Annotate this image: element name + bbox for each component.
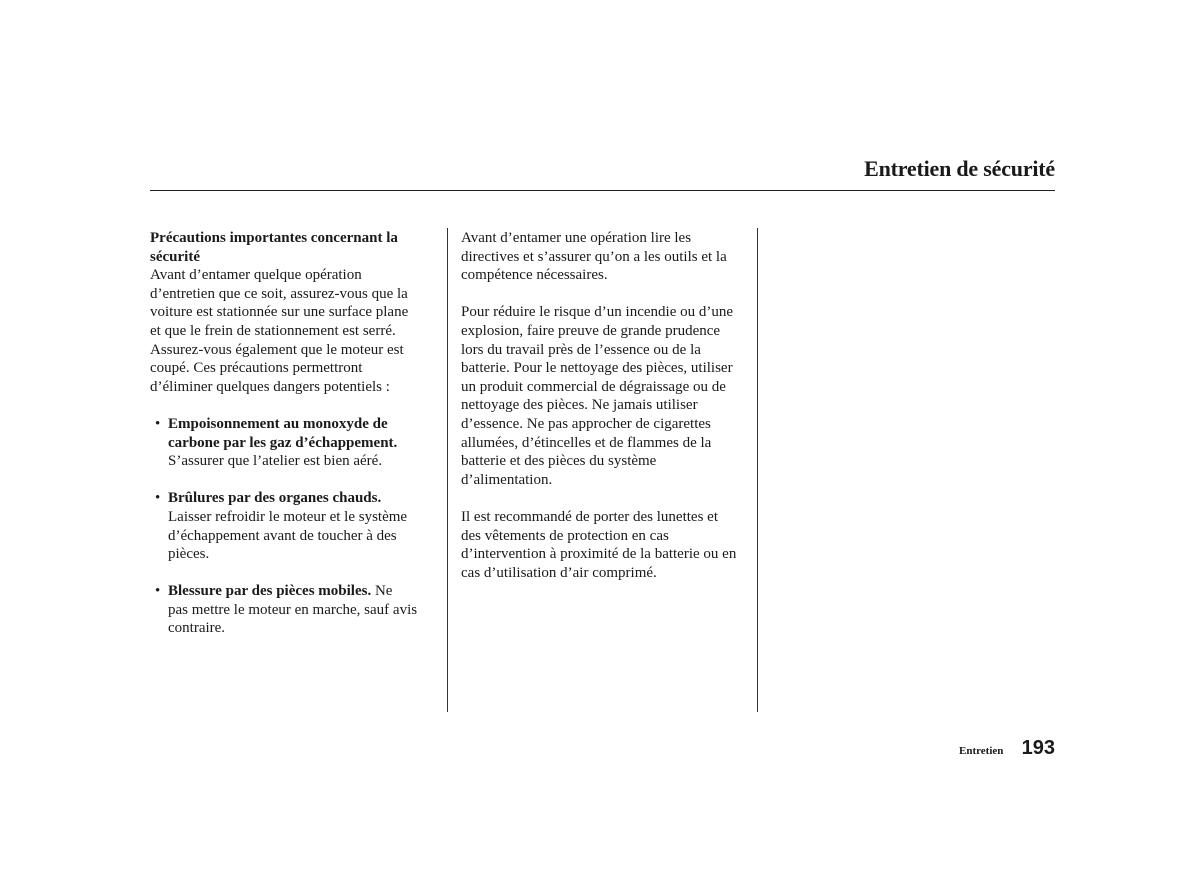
text-line: compétence nécessaires. <box>461 267 608 284</box>
text-line: Il est recommandé de porter des lunettes et <box>461 508 718 525</box>
text-line: des vêtements de protection en cas <box>461 527 669 544</box>
section-heading <box>150 229 435 266</box>
section-heading-line-1: Précautions importantes concernant la <box>150 230 398 246</box>
text-line: Pour réduire le risque d’un incendie ou d’une <box>461 304 733 321</box>
middle-column <box>461 229 751 582</box>
bullet-title-rest: Ne <box>371 583 393 600</box>
bullet-item-burns <box>150 489 435 563</box>
text-line: batterie. Pour le nettoyage des pièces, utiliser <box>461 360 733 377</box>
paragraph-fire-risk <box>461 303 751 489</box>
bullet-item-carbon-monoxide <box>150 415 435 471</box>
text-line: explosion, faire preuve de grande prudence <box>461 322 721 339</box>
bullet-text-line: Laisser refroidir le moteur et le système <box>168 508 408 525</box>
text-line: allumées, d’étincelles et de flammes de la <box>461 434 712 451</box>
text-line: directives et s’assurer qu’on a les outils et la <box>461 248 727 265</box>
intro-line: Assurez-vous également que le moteur est <box>150 341 404 358</box>
text-line: batterie et des pièces du système <box>461 453 657 470</box>
text-line: cas d’utilisation d’air comprimé. <box>461 564 657 581</box>
paragraph-preparation <box>461 229 751 285</box>
left-column <box>150 229 435 638</box>
bullet-title-line: Blessure par des pièces mobiles. <box>168 583 372 600</box>
bullet-dot: • <box>155 415 161 432</box>
intro-line: d’entretien que ce soit, assurez-vous que la <box>150 285 408 302</box>
intro-line: coupé. Ces précautions permettront <box>150 360 363 377</box>
column-divider <box>447 228 448 712</box>
bullet-title-line: Brûlures par des organes chauds. <box>168 490 382 507</box>
paragraph-protection <box>461 508 751 582</box>
page-title: Entretien de sécurité <box>864 156 1055 181</box>
bullet-text-line: contraire. <box>168 620 226 637</box>
text-line: d’essence. Ne pas approcher de cigarettes <box>461 415 711 432</box>
bullet-text-line: d’échappement avant de toucher à des <box>168 527 397 544</box>
text-line: Avant d’entamer une opération lire les <box>461 230 692 246</box>
intro-line: et que le frein de stationnement est serré. <box>150 322 396 339</box>
bullet-text-line: pas mettre le moteur en marche, sauf avis <box>168 601 418 618</box>
text-line: lors du travail près de l’essence ou de la <box>461 341 701 358</box>
page-number: 193 <box>1021 737 1055 759</box>
bullet-text-line: S’assurer que l’atelier est bien aéré. <box>168 453 383 470</box>
bullet-title-line: carbone par les gaz d’échappement. <box>168 434 398 451</box>
bullet-dot: • <box>155 490 161 507</box>
bullet-title-line: Empoisonnement au monoxyde de <box>168 415 388 432</box>
intro-line: voiture est stationnée sur une surface plane <box>150 304 409 321</box>
footer-section-name: Entretien <box>959 745 1004 757</box>
text-line: nettoyage des pièces. Ne jamais utiliser <box>461 397 698 414</box>
bullet-text-line: pièces. <box>168 546 210 563</box>
section-heading-line-2: sécurité <box>150 248 200 265</box>
text-line: un produit commercial de dégraissage ou de <box>461 378 726 395</box>
header-rule <box>150 190 1055 191</box>
intro-line: Avant d’entamer quelque opération <box>150 267 362 284</box>
text-line: d’intervention à proximité de la batterie ou en <box>461 546 737 563</box>
text-line: d’alimentation. <box>461 471 553 488</box>
column-divider <box>757 228 758 712</box>
intro-paragraph <box>150 266 435 396</box>
bullet-dot: • <box>155 583 161 600</box>
bullet-item-moving-parts <box>150 582 435 638</box>
intro-line: d’éliminer quelques dangers potentiels : <box>150 378 390 395</box>
